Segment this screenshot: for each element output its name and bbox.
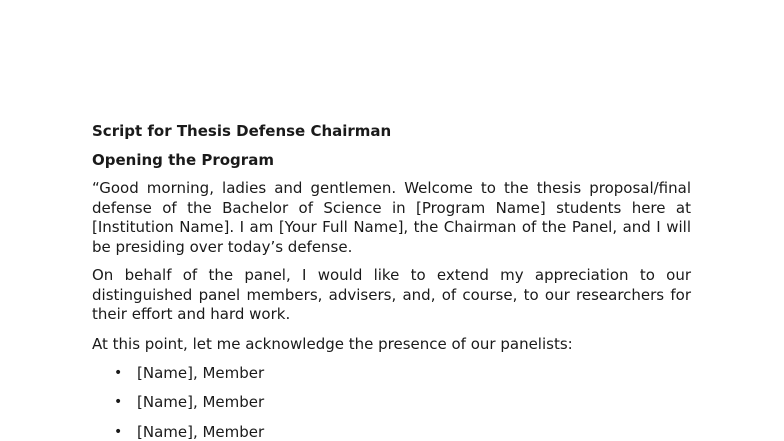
bullet-icon: • [114, 423, 123, 440]
welcome-paragraph: “Good morning, ladies and gentlemen. Welcome to the thesis proposal/final defense of the Bachelor of Science in [Program Name] students here at [Institution Name]. I am [Your Full Name], the Chairman of the Panel, and I will be presiding over today’s defense. [92, 179, 691, 256]
bullet-icon: • [114, 394, 123, 410]
list-item [92, 392, 691, 412]
panelist-label: [Name], Member [137, 363, 265, 382]
list-item [92, 422, 691, 441]
acknowledgement-line: At this point, let me acknowledge the presence of our panelists: [92, 334, 573, 353]
document-body [92, 121, 691, 441]
list-item [92, 363, 691, 383]
panelist-label: [Name], Member [137, 422, 265, 441]
document-title: Script for Thesis Defense Chairman [92, 122, 392, 140]
bullet-icon: • [114, 364, 123, 381]
section-heading: Opening the Program [92, 151, 274, 169]
panelist-list [92, 363, 691, 441]
panelist-label: [Name], Member [137, 393, 265, 411]
appreciation-paragraph: On behalf of the panel, I would like to extend my appreciation to our distinguished panel members, advisers, and, of course, to our researchers for their effort and hard work. [92, 266, 691, 323]
